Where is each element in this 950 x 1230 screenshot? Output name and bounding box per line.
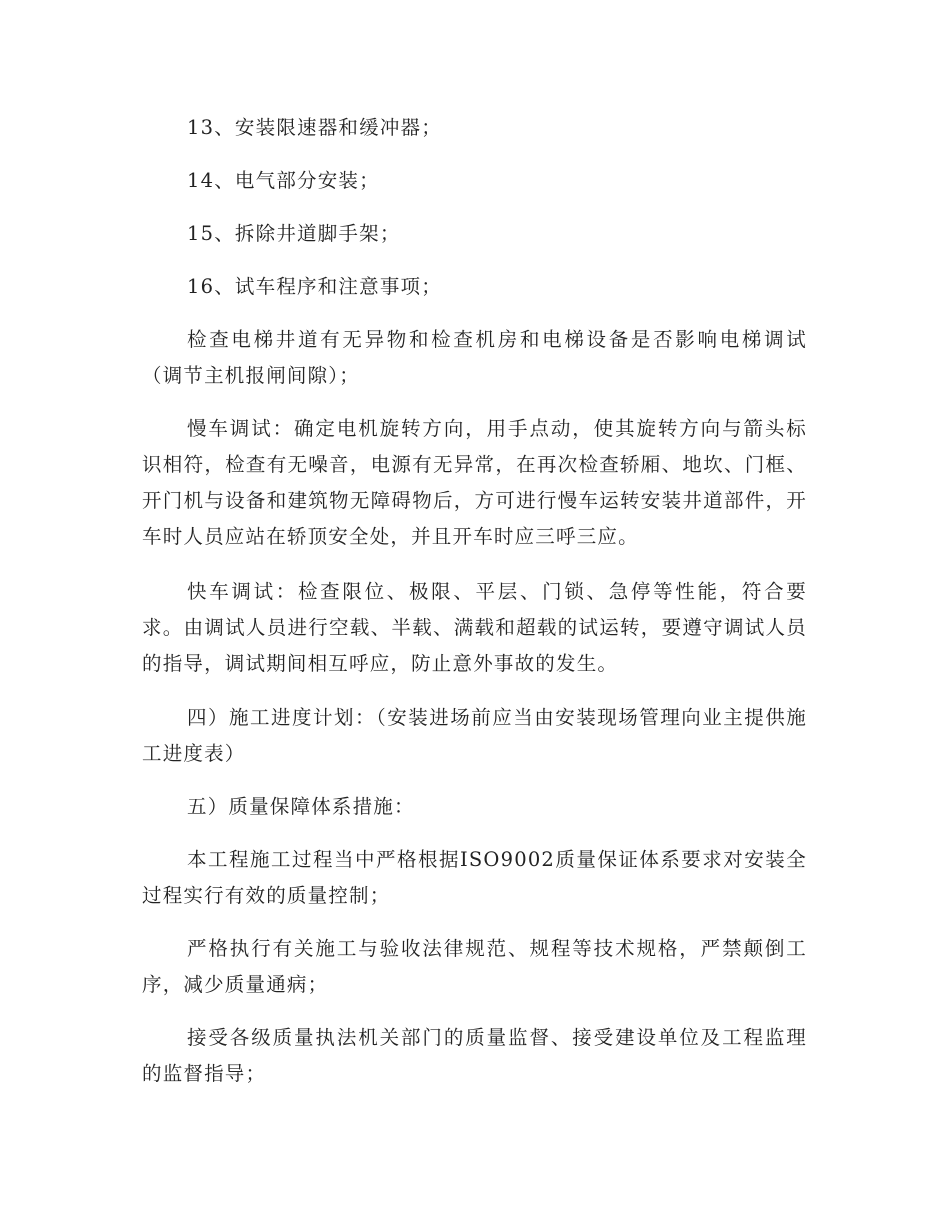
paragraph-iso9002: 本工程施工过程当中严格根据ISO9002质量保证体系要求对安装全过程实行有效的质量控制；	[142, 848, 807, 907]
heading-schedule: 四）施工进度计划：（安装进场前应当由安装现场管理向业主提供施工进度表）	[142, 706, 807, 765]
paragraph-inspection: 检查电梯井道有无异物和检查机房和电梯设备是否影响电梯调试（调节主机报闸间隙）；	[142, 328, 807, 387]
paragraph-item-15: 15、拆除井道脚手架；	[187, 222, 401, 245]
paragraph-standards: 严格执行有关施工与验收法律规范、规程等技术规格，严禁颠倒工序，减少质量通病；	[142, 937, 807, 996]
heading-quality: 五）质量保障体系措施：	[187, 795, 415, 818]
paragraph-item-16: 16、试车程序和注意事项；	[187, 275, 442, 298]
paragraph-supervision: 接受各级质量执法机关部门的质量监督、接受建设单位及工程监理的监督指导；	[142, 1026, 807, 1085]
paragraph-item-13: 13、安装限速器和缓冲器；	[187, 116, 442, 139]
paragraph-slow-test: 慢车调试：确定电机旋转方向，用手点动，使其旋转方向与箭头标识相符，检查有无噪音，电源有无异常，在再次检查轿厢、地坎、门框、开门机与设备和建筑物无障碍物后，方可进行慢车运转安装井道部件，开车时人员应站在轿顶安全处，并且开车时应三呼三应。	[142, 417, 807, 548]
paragraph-fast-test: 快车调试：检查限位、极限、平层、门锁、急停等性能，符合要求。由调试人员进行空载、半载、满载和超载的试运转，要遵守调试人员的指导，调试期间相互呼应，防止意外事故的发生。	[142, 580, 807, 675]
paragraph-item-14: 14、电气部分安装；	[187, 169, 380, 192]
